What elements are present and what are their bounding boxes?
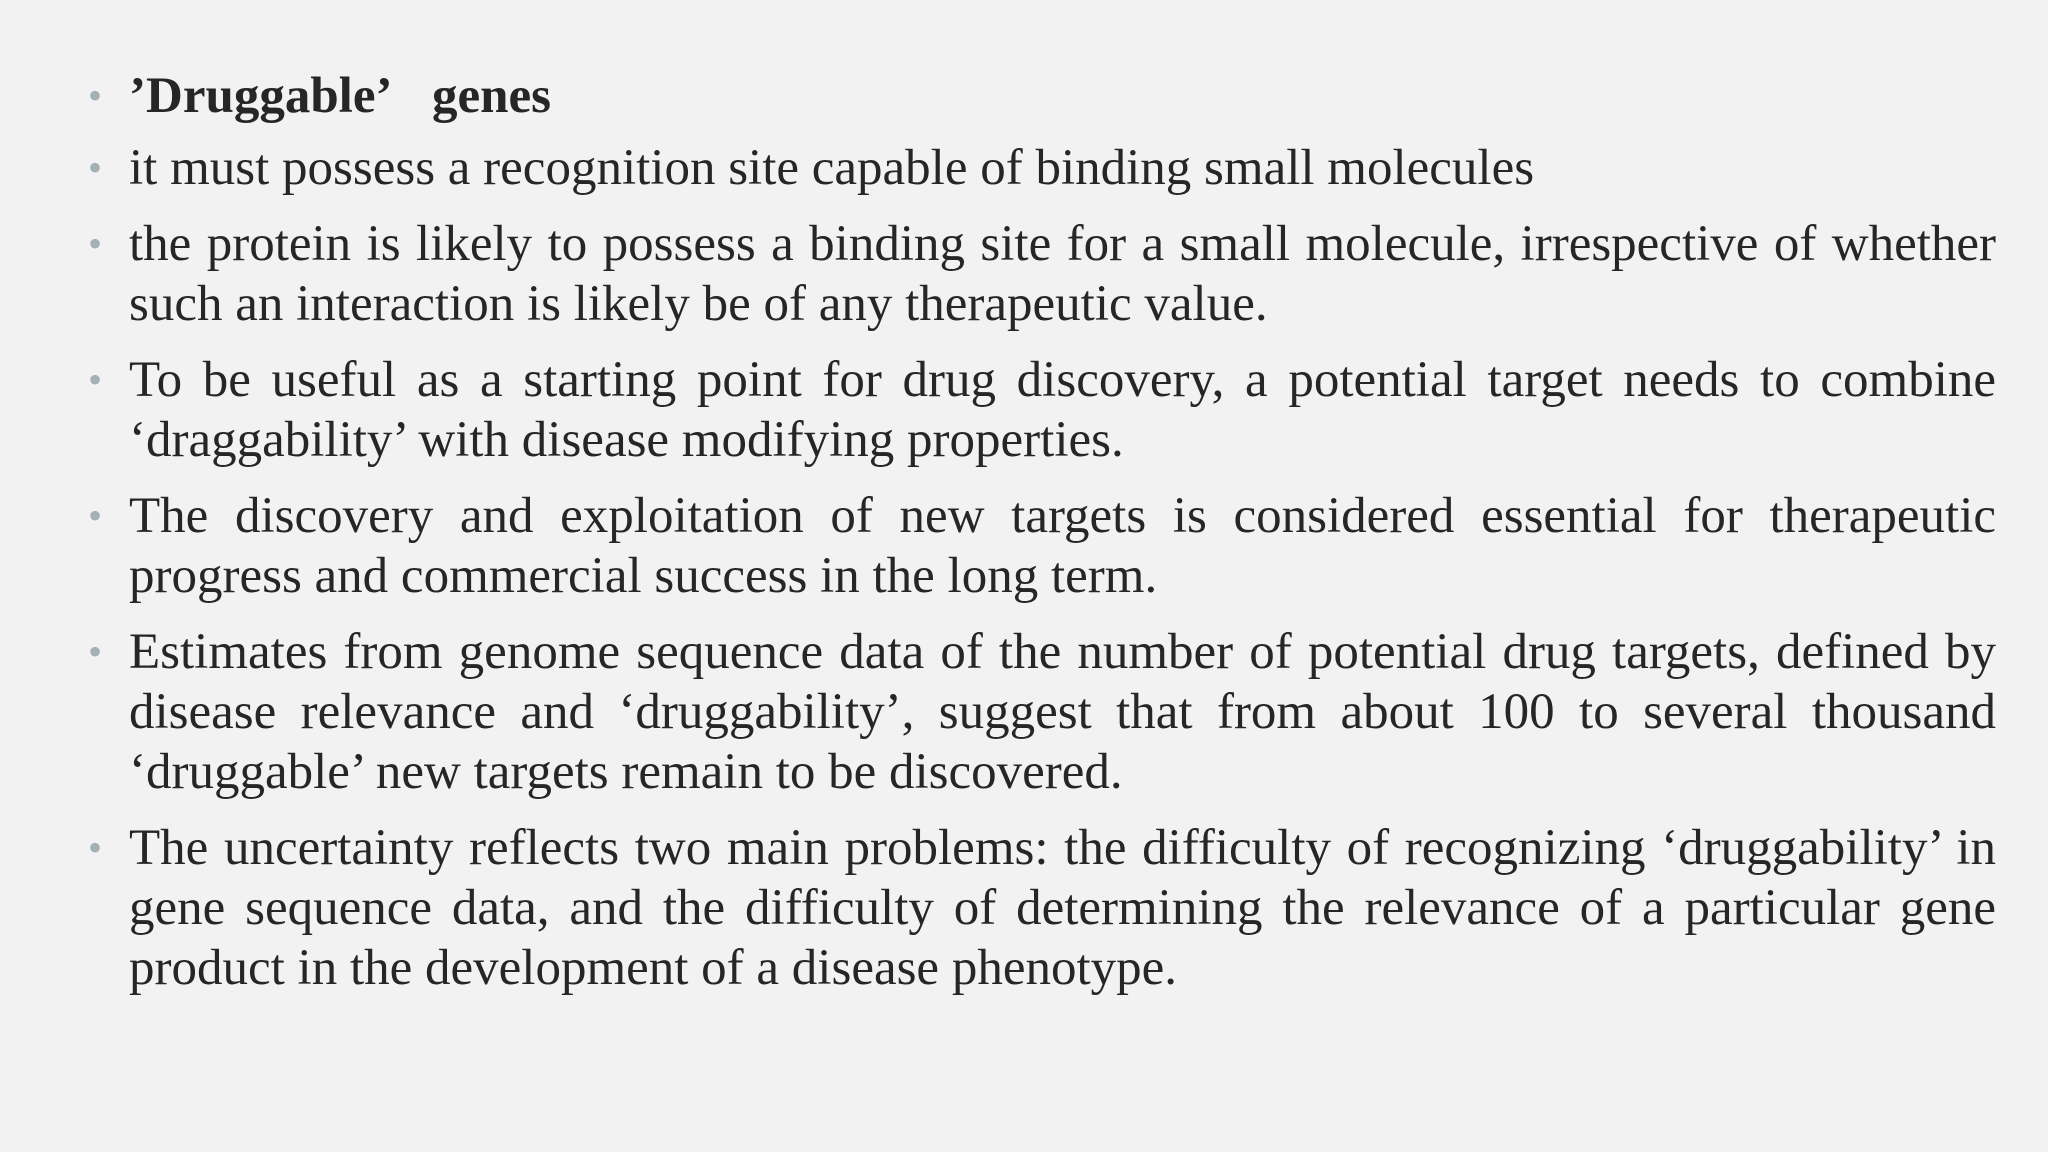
bullet-item-estimates — [88, 622, 1996, 802]
bullet-text: The discovery and exploitation of new targets is considered essential for therapeutic progress and commercial success in the long term. — [129, 488, 1996, 604]
bullet-text: The uncertainty reflects two main problems: the difficulty of recognizing ‘druggability’ in gene sequence data, and the difficulty of determining the relevance of a particular gene product in the development of a disease phenotype. — [129, 820, 1996, 996]
bullet-text: the protein is likely to possess a binding site for a small molecule, irrespective of whether such an interaction is likely be of any therapeutic value. — [129, 216, 1996, 332]
bullet-icon: • — [88, 825, 103, 870]
bullet-icon: • — [88, 221, 103, 266]
bullet-item-binding-site — [88, 214, 1996, 334]
bullet-heading: ’Druggable’ genes — [129, 68, 552, 124]
bullet-item-druggable-genes — [88, 66, 1996, 126]
bullet-item-discovery-exploitation — [88, 486, 1996, 606]
bullet-item-uncertainty — [88, 818, 1996, 998]
bullet-icon: • — [88, 629, 103, 674]
bullet-text: To be useful as a starting point for drug discovery, a potential target needs to combine ‘draggability’ with disease modifying properties. — [129, 352, 1996, 468]
bullet-item-recognition-site — [88, 138, 1996, 198]
bullet-text: it must possess a recognition site capable of binding small molecules — [129, 140, 1535, 196]
bullet-icon: • — [88, 73, 103, 118]
bullet-icon: • — [88, 493, 103, 538]
bullet-item-starting-point — [88, 350, 1996, 470]
bullet-list — [88, 66, 1996, 998]
bullet-text: Estimates from genome sequence data of the number of potential drug targets, defined by disease relevance and ‘druggability’, suggest that from about 100 to several thousand ‘druggable’ new targets remain to be discovered. — [129, 624, 1996, 800]
bullet-icon: • — [88, 145, 103, 190]
bullet-icon: • — [88, 357, 103, 402]
